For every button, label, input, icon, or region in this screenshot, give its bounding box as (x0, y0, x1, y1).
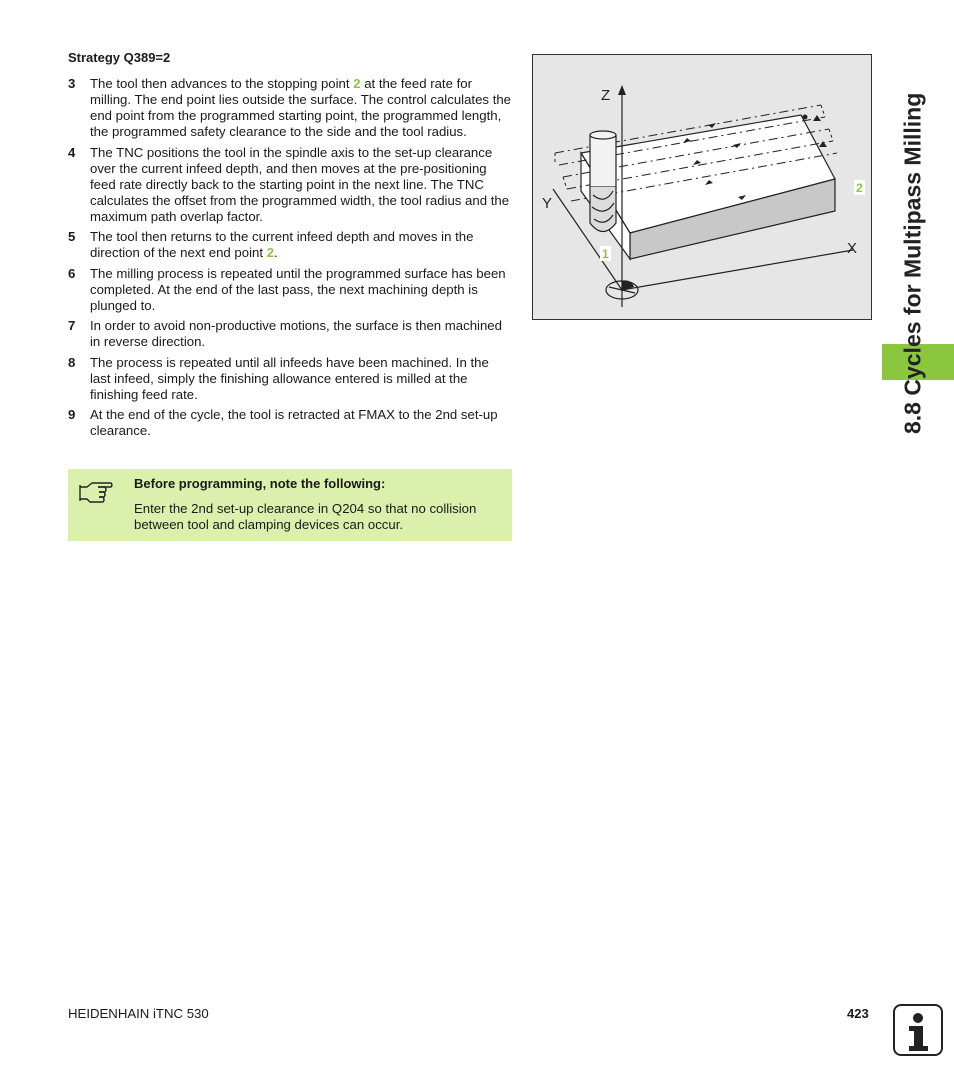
step-text: The tool then advances to the stopping point 2 at the feed rate for milling. The end point lies outside the surface. The control calculates the end point from the programmed starting point, the programmed length, the programmed safety clearance to the side and the tool radius. (90, 76, 512, 139)
steps-list (68, 76, 512, 444)
step-number: 6 (68, 265, 76, 281)
step-number: 5 (68, 229, 76, 244)
note-title: Before programming, note the following: (134, 476, 386, 491)
step-number: 3 (68, 76, 76, 91)
step-number: 8 (68, 354, 76, 370)
point-1-label: 1 (602, 247, 609, 261)
note-text: Enter the 2nd set-up clearance in Q204 so that no collision between tool and clamping devices can occur. (134, 501, 477, 532)
list-item (68, 145, 512, 225)
axis-label-y: Y (542, 195, 553, 212)
end-mill-tool (590, 131, 616, 232)
point-2-label: 2 (856, 181, 863, 195)
list-item (68, 355, 512, 403)
step-number: 7 (68, 318, 76, 333)
list-item (68, 407, 512, 439)
step-number: 4 (68, 144, 76, 160)
z-axis-arrow (618, 85, 626, 95)
step-text: The TNC positions the tool in the spindle axis to the set-up clearance over the current infeed depth, and then moves at the pre-positioning feed rate directly back to the starting point in the next line. The TNC calculates the offset from the programmed width, the tool radius and the maximum path overlap factor. (90, 144, 510, 224)
step-text: The milling process is repeated until the programmed surface has been completed. At the end of the last pass, the next machining depth is plunged to. (90, 265, 506, 313)
step-text: In order to avoid non-productive motions, the surface is then machined in reverse direction. (90, 318, 502, 349)
list-item (68, 229, 512, 261)
page-number: 423 (847, 1006, 869, 1021)
point-ref: 2 (266, 245, 275, 260)
section-heading: Strategy Q389=2 (68, 50, 171, 65)
section-side-title: 8.8 Cycles for Multipass Milling (899, 92, 926, 434)
list-item (68, 76, 512, 140)
note-box (68, 469, 512, 541)
list-item (68, 266, 512, 314)
footer-product: HEIDENHAIN iTNC 530 (68, 1006, 209, 1021)
pointing-hand-icon (78, 479, 114, 505)
info-glyph (895, 1006, 941, 1054)
milling-diagram (533, 55, 871, 319)
milling-figure (532, 54, 872, 320)
step-text: The process is repeated until all infeeds have been machined. In the last infeed, simply the finishing allowance entered is milled at the finishing feed rate. (90, 354, 489, 402)
axis-label-z: Z (601, 87, 611, 104)
list-item (68, 318, 512, 350)
step-text: The tool then returns to the current infeed depth and moves in the direction of the next end point 2. (90, 229, 474, 260)
axis-label-x: X (847, 240, 858, 257)
info-icon[interactable] (893, 1004, 943, 1056)
end-point-marker (803, 115, 808, 120)
step-text: At the end of the cycle, the tool is retracted at FMAX to the 2nd set-up clearance. (90, 407, 498, 438)
point-ref: 2 (353, 76, 361, 91)
step-number: 9 (68, 407, 76, 422)
